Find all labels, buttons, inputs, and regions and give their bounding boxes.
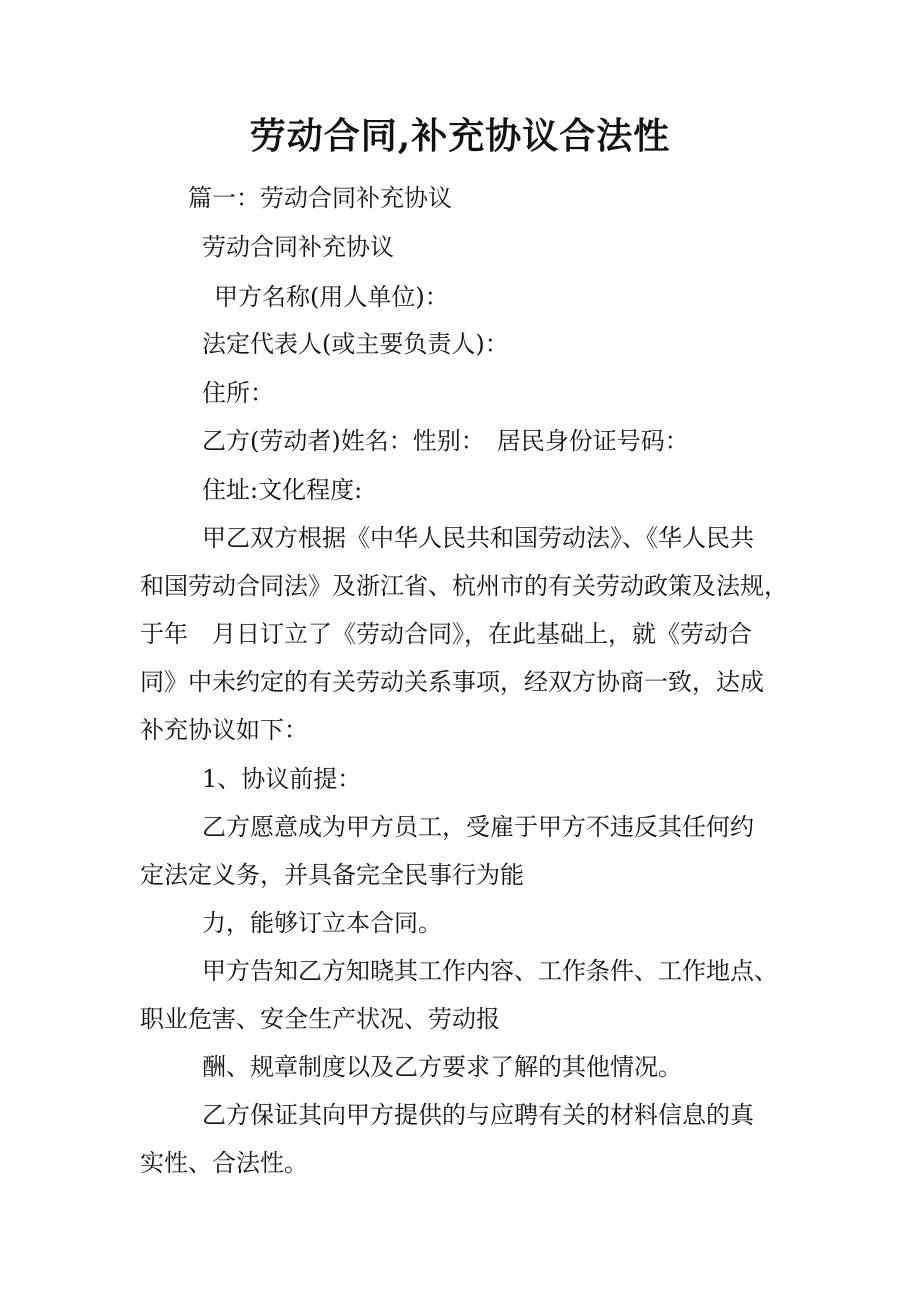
legal-representative-field: 法定代表人(或主要负责人)： [202, 330, 509, 358]
paragraph-line: 实性、合法性。 [140, 1149, 308, 1177]
clause-heading: 1、协议前提： [202, 765, 362, 793]
paragraph-line: 职业危害、安全生产状况、劳动报 [140, 1005, 500, 1033]
paragraph-line: 甲方告知乙方知晓其工作内容、工作条件、工作地点、 [202, 957, 778, 985]
party-a-name-field: 甲方名称(用人单位)： [214, 283, 449, 311]
paragraph-line: 力，能够订立本合同。 [202, 909, 442, 937]
paragraph-line: 酬、规章制度以及乙方要求了解的其他情况。 [202, 1053, 682, 1081]
party-b-info-field: 乙方(劳动者)姓名：性别： 居民身份证号码： [202, 427, 689, 455]
paragraph-line: 补充协议如下： [140, 716, 308, 744]
paragraph-line: 甲乙双方根据《中华人民共和国劳动法》、《华人民共 [202, 524, 754, 552]
paragraph-line: 同》中未约定的有关劳动关系事项，经双方协商一致，达成 [140, 668, 764, 696]
agreement-subtitle: 劳动合同补充协议 [202, 233, 394, 261]
paragraph-line: 乙方保证其向甲方提供的与应聘有关的材料信息的真 [202, 1101, 754, 1129]
residence-education-field: 住址:文化程度: [202, 476, 363, 504]
paragraph-line: 和国劳动合同法》及浙江省、杭州市的有关劳动政策及法规， [140, 572, 788, 600]
address-field: 住所： [202, 379, 274, 407]
document-title: 劳动合同,补充协议合法性 [249, 115, 671, 157]
paragraph-line: 乙方愿意成为甲方员工，受雇于甲方不违反其任何约 [202, 813, 754, 841]
section-heading: 篇一：劳动合同补充协议 [188, 184, 452, 212]
paragraph-line: 于年 月日订立了《劳动合同》，在此基础上，就《劳动合 [140, 620, 752, 648]
paragraph-line: 定法定义务，并具备完全民事行为能 [140, 861, 524, 889]
